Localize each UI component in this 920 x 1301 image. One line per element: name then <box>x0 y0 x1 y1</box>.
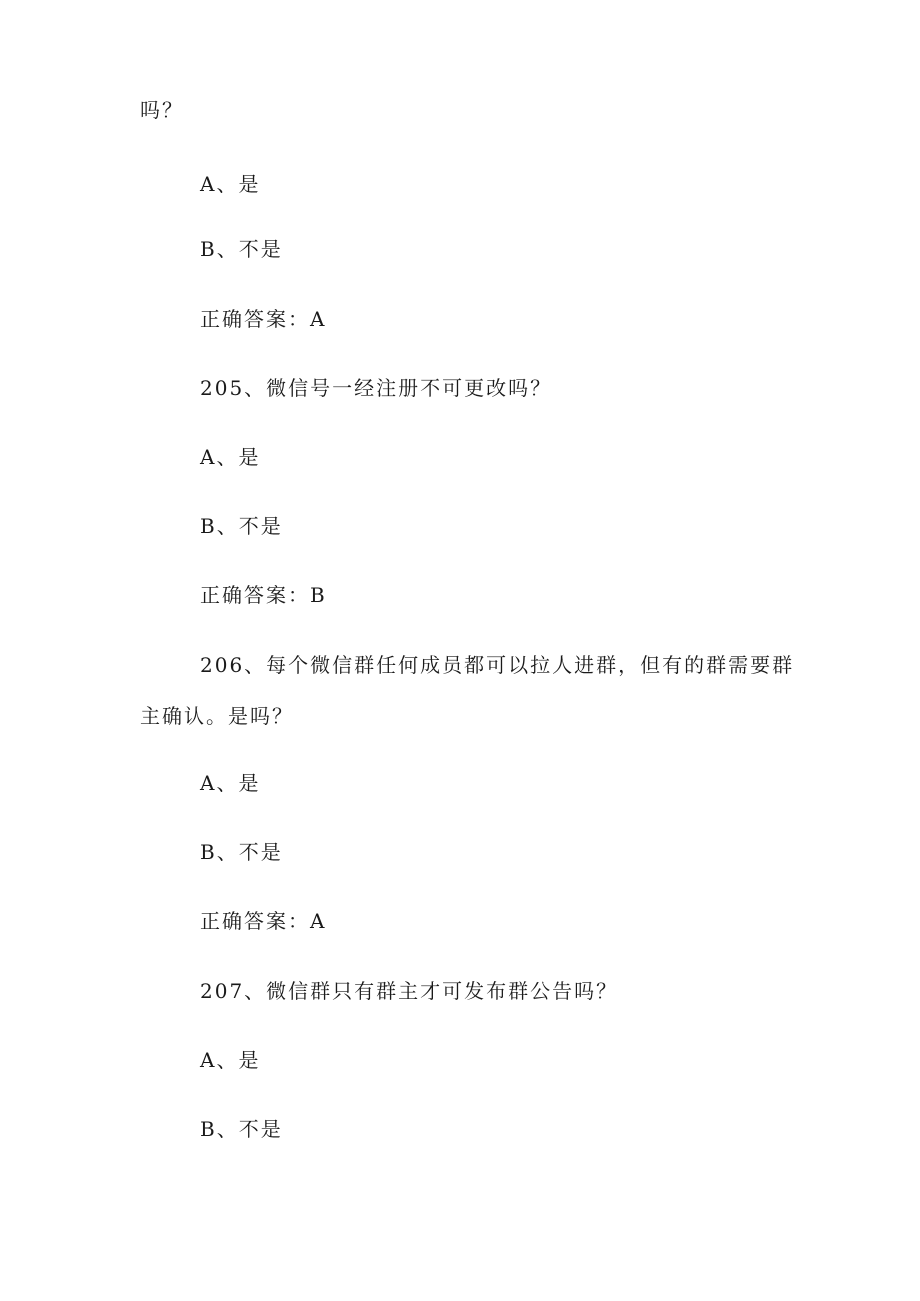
correct-answer: 正确答案：A <box>200 307 327 331</box>
option-a: A、是 <box>200 445 261 469</box>
option-b: B、不是 <box>200 1117 283 1141</box>
option-b: B、不是 <box>200 237 283 261</box>
option-b: B、不是 <box>200 840 283 864</box>
option-a: A、是 <box>200 771 261 795</box>
question-205: 205、微信号一经注册不可更改吗？ <box>200 376 553 400</box>
option-b: B、不是 <box>200 514 283 538</box>
correct-answer: 正确答案：A <box>200 909 327 933</box>
question-206-line2: 主确认。是吗？ <box>140 704 294 728</box>
option-a: A、是 <box>200 172 261 196</box>
correct-answer: 正确答案：B <box>200 583 327 607</box>
question-206-line1: 206、每个微信群任何成员都可以拉人进群，但有的群需要群 <box>200 653 795 677</box>
question-continuation: 吗？ <box>140 98 184 122</box>
question-207: 207、微信群只有群主才可发布群公告吗？ <box>200 979 619 1003</box>
option-a: A、是 <box>200 1048 261 1072</box>
